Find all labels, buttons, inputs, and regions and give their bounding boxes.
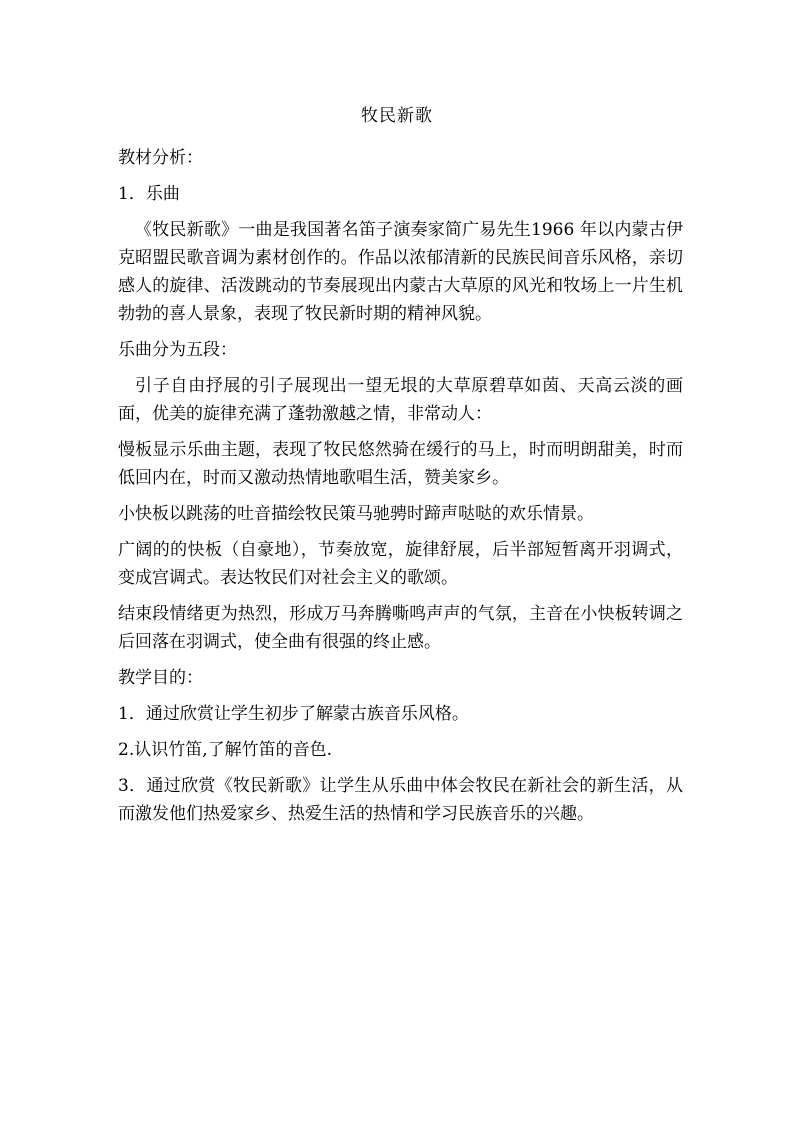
objective-item-2: 2.认识竹笛,了解竹笛的音色. — [118, 740, 333, 760]
document-title: 牧民新歌 — [361, 106, 433, 126]
objective-item-1: 1．通过欣赏让学生初步了解蒙古族音乐风格。 — [118, 704, 469, 724]
subheading-music: 1．乐曲 — [118, 184, 180, 204]
paragraph-intro: 《牧民新歌》一曲是我国著名笛子演奏家简广易先生1966 年以内蒙古伊克昭盟民歌音调为素材创作的。作品以浓郁清新的民族民间音乐风格，亲切感人的旋律、活泼跳动的节奏展现出内蒙古大草原的风光和牧场上一片生机勃勃的喜人景象，表现了牧民新时期的精神风貌。 — [118, 220, 683, 324]
document-body — [118, 144, 683, 836]
paragraph-slow: 慢板显示乐曲主题，表现了牧民悠然骑在缓行的马上，时而明朗甜美，时而低回内在，时而又激动热情地歌唱生活，赞美家乡。 — [118, 440, 683, 488]
paragraph-sections-label: 乐曲分为五段： — [118, 340, 237, 360]
objective-item-3: 3．通过欣赏《牧民新歌》让学生从乐曲中体会牧民在新社会的新生活，从而激发他们热爱家乡、热爱生活的热情和学习民族音乐的兴趣。 — [118, 776, 683, 824]
section-heading-objectives: 教学目的： — [118, 668, 203, 688]
paragraph-ending: 结束段情绪更为热烈，形成万马奔腾嘶鸣声声的气氛，主音在小快板转调之后回落在羽调式，使全曲有很强的终止感。 — [118, 604, 683, 652]
section-heading-analysis: 教材分析： — [118, 148, 203, 168]
paragraph-allegretto: 小快板以跳荡的吐音描绘牧民策马驰骋时蹄声哒哒的欢乐情景。 — [118, 504, 594, 524]
paragraph-allegro: 广阔的的快板（自豪地），节奏放宽，旋律舒展，后半部短暂离开羽调式，变成宫调式。表达牧民们对社会主义的歌颂。 — [118, 540, 683, 588]
paragraph-prelude: 引子自由抒展的引子展现出一望无垠的大草原碧草如茵、天高云淡的画面，优美的旋律充满了蓬勃激越之情，非常动人： — [118, 376, 683, 424]
